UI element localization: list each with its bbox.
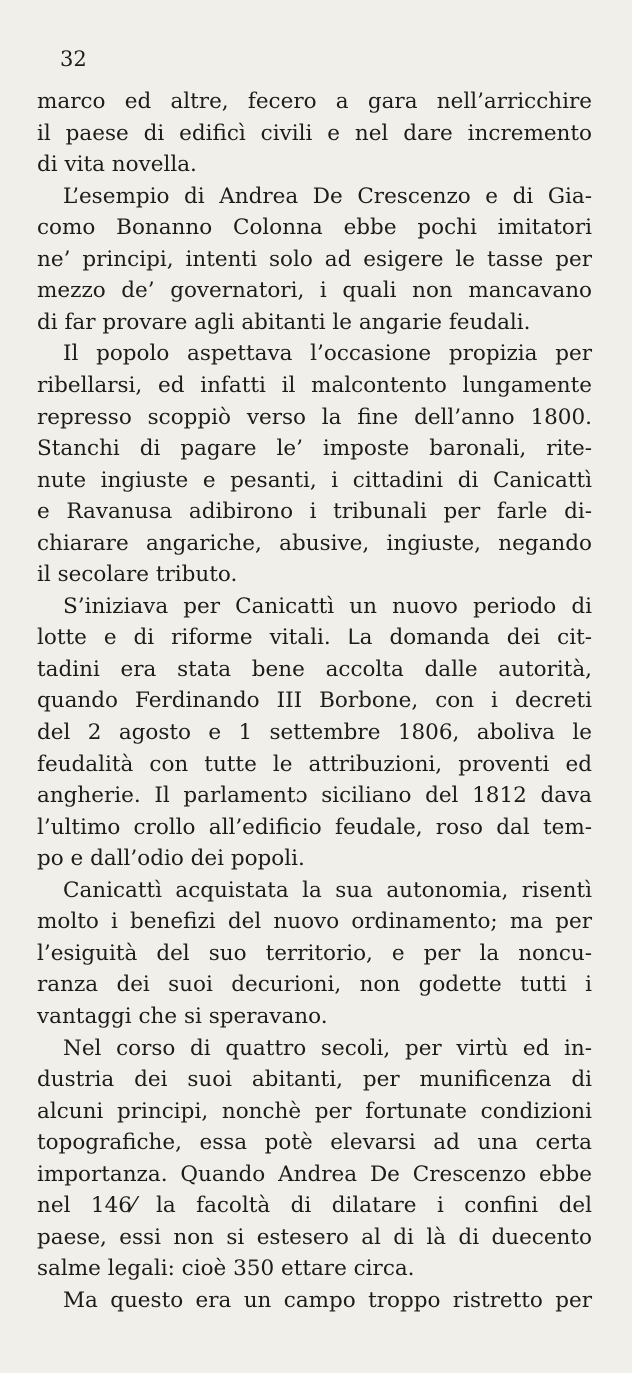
text-line-content: marco ed altre, fecero a gara nell’arricchire — [37, 89, 592, 114]
page-number: 32 — [60, 47, 87, 71]
text-line — [0, 843, 632, 875]
text-line — [0, 1127, 632, 1159]
text-line-content: ranza dei suoi decurioni, non godette tutti i — [37, 972, 592, 998]
text-line-content: di vita novella. — [37, 152, 197, 178]
text-line — [0, 906, 632, 938]
text-line — [0, 1190, 632, 1222]
text-line — [0, 1033, 632, 1065]
text-line-content: lotte e di riforme vitali. ꓡa domanda dei cit- — [37, 625, 592, 651]
text-line-content: L’esempio di Andrea De Crescenzo e di Gia- — [63, 183, 592, 209]
text-line-content: Canicattì acquistata la sua autonomia, risentì — [63, 877, 592, 903]
text-line-content: dustria dei suoi abitanti, per munificenza di — [37, 1067, 592, 1093]
text-line — [0, 938, 632, 970]
text-line — [0, 717, 632, 749]
text-line — [0, 875, 632, 907]
text-line-content: quando Ferdinando III Borbone, con i decreti — [37, 688, 592, 714]
text-line-content: nel 146⁄ la facoltà di dilatare i confini del — [37, 1193, 592, 1219]
text-line — [0, 969, 632, 1001]
text-line — [0, 812, 632, 844]
text-line — [0, 1222, 632, 1254]
text-line-content: l’esiguità del suo territorio, e per la noncu- — [37, 940, 592, 966]
text-line — [0, 402, 632, 434]
text-line — [0, 780, 632, 812]
text-line-content: feudalità con tutte le attribuzioni, proventi ed — [37, 751, 592, 777]
text-line — [0, 118, 632, 150]
text-line-content: il secolare tributo. — [37, 562, 238, 588]
text-line-content: ne’ principi, intenti solo ad esigere le tasse per — [37, 246, 592, 272]
text-line-content: il paese di edificì civili e nel dare incremento — [37, 120, 592, 146]
text-line-content: salme legali: cioè 350 ettare circa. — [37, 1256, 415, 1282]
text-line — [0, 654, 632, 686]
text-line-content: S’iniziava per Canicattì un nuovo periodo di — [63, 593, 592, 619]
text-line — [0, 1064, 632, 1096]
text-line-content: e Ravanusa adibirono i tribunali per farle di- — [37, 499, 592, 525]
text-line-content: vantaggi che si speravano. — [37, 1003, 328, 1029]
text-line — [0, 212, 632, 244]
text-line — [0, 622, 632, 654]
text-line — [0, 86, 632, 118]
text-line-content: Stanchi di pagare le’ imposte baronali, rite- — [37, 436, 592, 462]
text-line-content: Nel corso di quattro secoli, per virtù ed in- — [63, 1035, 592, 1061]
text-line-content: po e dall’odio dei popoli. — [37, 846, 305, 872]
text-line — [0, 338, 632, 370]
text-line-content: alcuni principi, nonchè per fortunate condizioni — [37, 1098, 592, 1124]
text-line-content: paese, essi non si estesero al di là di duecento — [37, 1224, 592, 1250]
text-line-content: del 2 agosto e 1 settembre 1806, aboliva le — [37, 720, 592, 745]
text-line — [0, 433, 632, 465]
text-line — [0, 149, 632, 181]
text-line-content: Il popolo aspettava l’occasione propizia per — [63, 341, 592, 367]
text-line — [0, 528, 632, 560]
text-line — [0, 1096, 632, 1128]
text-line-content: como Bonanno Colonna ebbe pochi imitatori — [37, 215, 592, 241]
text-line-content: importanza. Quando Andrea De Crescenzo ebbe — [37, 1161, 592, 1187]
text-line — [0, 244, 632, 276]
text-line-content: di far provare agli abitanti le angarie feudali. — [37, 309, 531, 335]
text-line-content: mezzo de’ governatori, i quali non mancavano — [37, 278, 592, 304]
text-line — [0, 307, 632, 339]
text-line-content: angherie. Il parlamentɔ siciliano del 1812 dava — [37, 783, 592, 809]
text-line — [0, 1253, 632, 1285]
text-line-content: chiarare angariche, abusive, ingiuste, negando — [37, 530, 592, 556]
text-line — [0, 1159, 632, 1191]
text-line — [0, 275, 632, 307]
text-line-content: topografiche, essa potè elevarsi ad una certa — [37, 1130, 592, 1156]
text-line-content: nute ingiuste e pesanti, i cittadini di Canicattì — [37, 467, 592, 493]
text-line — [0, 685, 632, 717]
text-line — [0, 181, 632, 213]
text-line — [0, 1285, 632, 1317]
text-line-content: molto i benefizi del nuovo ordinamento; ma per — [37, 909, 592, 935]
text-line — [0, 591, 632, 623]
text-line-content: l’ultimo crollo all’edificio feudale, roso dal tem- — [37, 814, 592, 840]
text-line — [0, 559, 632, 591]
text-line — [0, 1001, 632, 1033]
text-line — [0, 370, 632, 402]
text-line-content: represso scoppiò verso la fine dell’anno 1800. — [37, 404, 592, 430]
text-line — [0, 465, 632, 497]
text-line-content: ribellarsi, ed infatti il malcontento lungamente — [37, 372, 592, 398]
text-line-content: Ma questo era un campo troppo ristretto per — [63, 1287, 592, 1313]
text-line — [0, 496, 632, 528]
text-line — [0, 749, 632, 781]
text-line-content: tadini era stata bene accolta dalle autorità, — [37, 656, 592, 682]
